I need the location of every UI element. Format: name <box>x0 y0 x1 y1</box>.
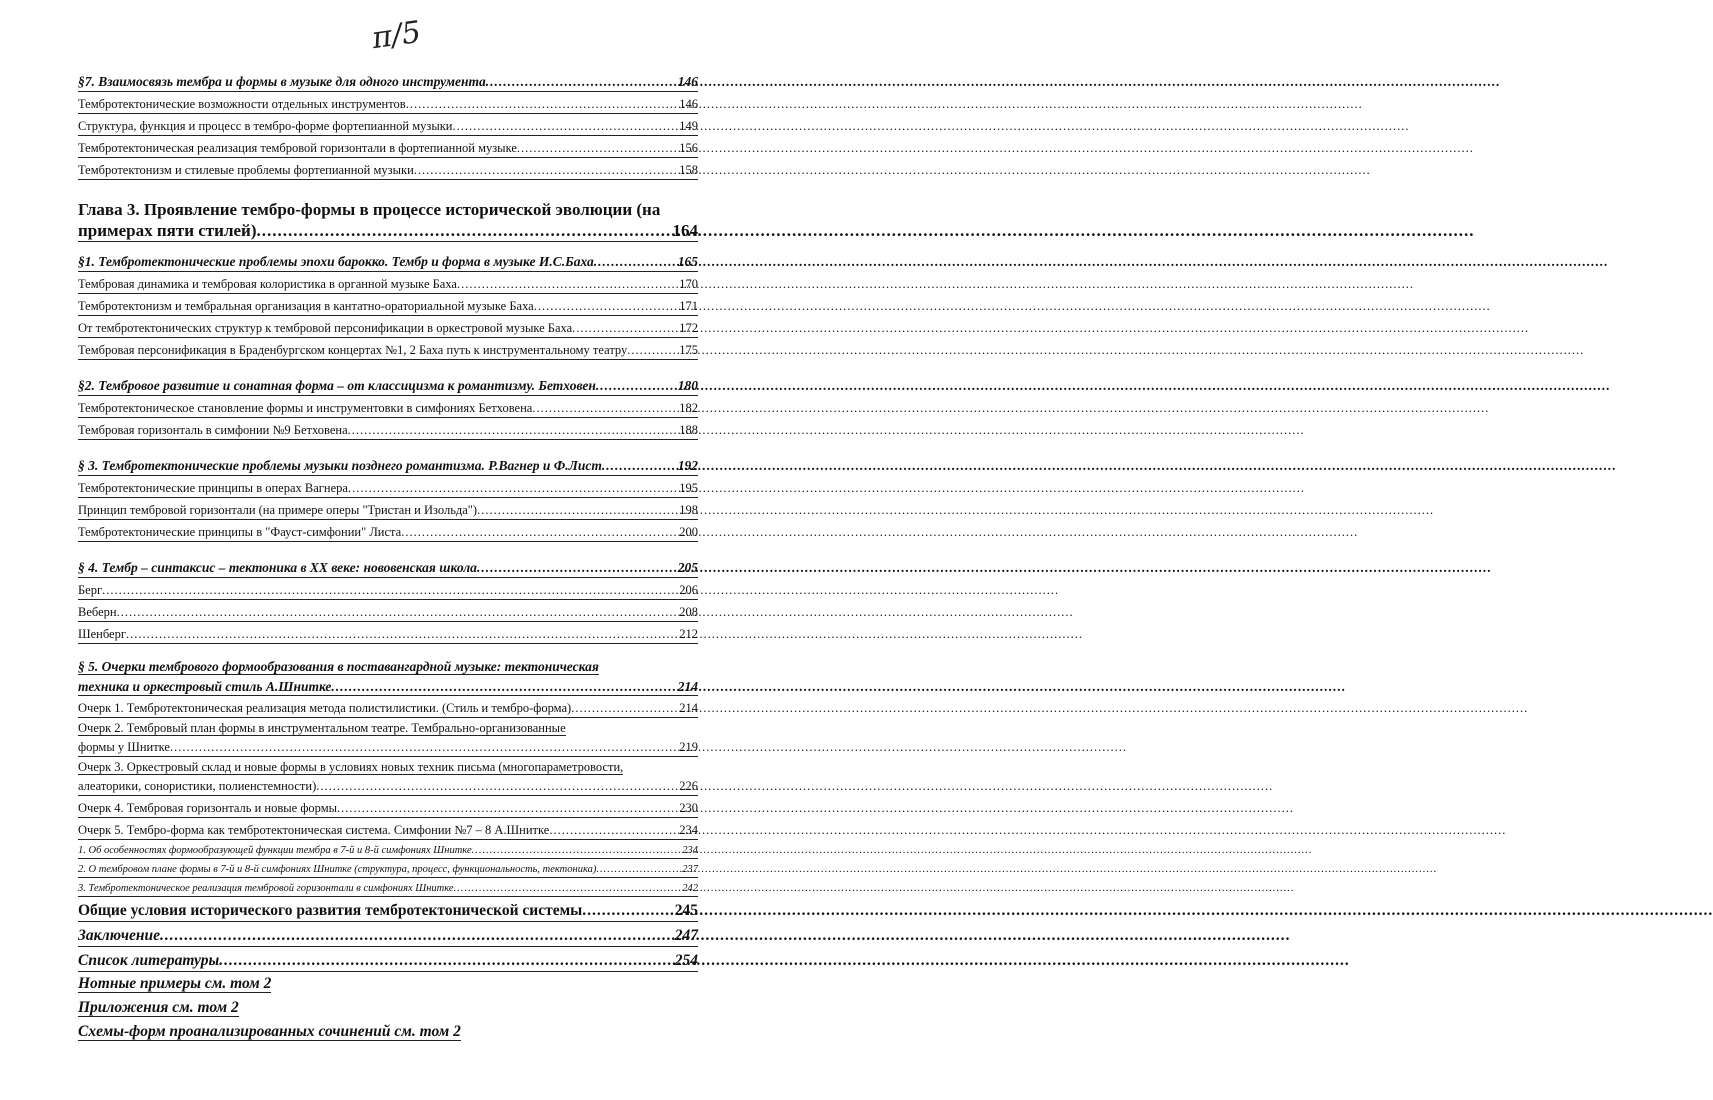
leader-dots <box>596 862 681 877</box>
toc-subsection-entry[interactable] <box>78 94 698 114</box>
leader-dots <box>472 843 682 858</box>
leader-dots <box>414 162 678 179</box>
essay-2-entry[interactable]: Очерк 2. Тембровый план формы в инструментальном театре. Тембрально-организованные формы у Шнитке ..... 219 <box>78 720 698 757</box>
chapter-3-title-line2: примерах пяти стилей) ..... 164 <box>78 220 698 242</box>
page-number: 208 <box>679 605 698 619</box>
toc-subsection-entry[interactable] <box>78 500 698 520</box>
leader-dots <box>582 901 674 921</box>
toc-subsection-entry[interactable] <box>78 398 698 418</box>
toc-block-beethoven <box>78 374 698 440</box>
page-number: 234 <box>682 845 698 856</box>
entry-title: Тембровая горизонталь в симфонии №9 Бетховена <box>78 423 348 437</box>
essay-5-sub-2[interactable]: 2. О тембровом плане формы в 7-й и 8-й симфониях Шнитке (структура, процесс, функциональность, тектоника) ..... 237 <box>78 860 698 878</box>
toc-subsection-entry[interactable] <box>78 602 698 622</box>
essay-3-entry[interactable]: Очерк 3. Оркестровый склад и новые формы в условиях новых техник письма (многопараметровости, алеаторики, сонористики, полиенстемности) ..... 226 <box>78 759 698 796</box>
toc-subsection-entry[interactable] <box>78 116 698 136</box>
toc-subsection-entry[interactable] <box>78 420 698 440</box>
conclusion-entry[interactable]: Заключение ..... 247 <box>78 923 698 947</box>
page-number: 200 <box>679 525 698 539</box>
toc-subsection-entry[interactable] <box>78 160 698 180</box>
page-number-handwritten: π/5 <box>369 14 424 57</box>
entry-title: Тембротектоническое становление формы и инструментовки в симфониях Бетховена <box>78 401 533 415</box>
toc-subsection-entry[interactable] <box>78 478 698 498</box>
page-number: 212 <box>679 627 698 641</box>
essay-4-entry[interactable]: Очерк 4. Тембровая горизонталь и новые формы ..... 230 <box>78 798 698 818</box>
entry-title: Тембровая персонификация в Браденбургском концертах №1, 2 Баха путь к инструментальному театру <box>78 343 628 357</box>
page-number: 175 <box>679 343 698 357</box>
page-number: 205 <box>677 560 698 575</box>
toc-section-entry[interactable] <box>78 556 698 578</box>
leader-dots <box>486 72 677 91</box>
leader-dots <box>102 582 678 599</box>
leader-dots <box>457 276 678 293</box>
entry-title: От тембротектонических структур к тембровой персонификации в оркестровой музыке Баха <box>78 321 573 335</box>
page-number: 164 <box>672 221 698 240</box>
page-number: 146 <box>677 74 698 89</box>
leader-dots <box>549 822 678 839</box>
entry-title: Тембротектонизм и тембральная организация в кантатно-ораториальной музыке Баха <box>78 299 534 313</box>
leader-dots <box>117 604 679 621</box>
page-number: 149 <box>679 119 698 133</box>
essay-1-entry[interactable]: Очерк 1. Тембротектоническая реализация метода полистилистики. (Стиль и тембро-форма) ..... 214 <box>78 698 698 718</box>
page-number: 214 <box>677 679 698 694</box>
leader-dots <box>534 298 679 315</box>
toc-block-baroque <box>78 250 698 360</box>
leader-dots <box>401 524 678 541</box>
bibliography-entry[interactable]: Список литературы ..... 254 <box>78 948 698 972</box>
leader-dots <box>453 118 679 135</box>
toc-subsection-entry[interactable] <box>78 580 698 600</box>
entry-title: §1. Тембротектонические проблемы эпохи барокко. Тембр и форма в музыке И.С.Баха <box>78 254 594 269</box>
leader-dots <box>219 950 674 971</box>
entry-title: Берг <box>78 583 103 597</box>
leader-dots <box>594 252 677 271</box>
leader-dots <box>337 800 678 817</box>
entry-title: Тембротектонические возможности отдельных инструментов <box>78 97 406 111</box>
toc-block-section7 <box>78 70 698 180</box>
leader-dots <box>160 925 674 946</box>
chapter-3-heading[interactable] <box>78 200 698 242</box>
leader-dots <box>170 739 678 756</box>
page-number: 195 <box>679 481 698 495</box>
entry-title: §2. Тембровое развитие и сонатная форма – от классицизма к романтизму. Бетховен <box>78 378 596 393</box>
toc-subsection-entry[interactable] <box>78 138 698 158</box>
leader-dots <box>517 140 678 157</box>
page-number: 198 <box>679 503 698 517</box>
toc-block-new-vienna-school <box>78 556 698 644</box>
entry-title: §7. Взаимосвязь тембра и формы в музыке для одного инструмента <box>78 74 486 89</box>
toc-subsection-entry[interactable] <box>78 624 698 644</box>
page-number: 182 <box>679 401 698 415</box>
leader-dots <box>602 456 677 475</box>
essay-5-entry[interactable]: Очерк 5. Тембро-форма как тембротектоническая система. Симфонии №7 – 8 А.Шнитке ..... 234 <box>78 820 698 840</box>
entry-title: Принцип тембровой горизонтали (на примере оперы "Тристан и Изольда") <box>78 503 478 517</box>
toc-section-entry[interactable] <box>78 250 698 272</box>
page-number: 237 <box>682 864 698 875</box>
essay-5-sub-3[interactable]: 3. Тембротектоническое реализация тембровой горизонтали в симфониях Шнитке ..... 242 <box>78 879 698 897</box>
leader-dots <box>454 881 682 896</box>
entry-title: § 4. Тембр – синтаксис – тектоника в XX веке: нововенская школа <box>78 560 477 575</box>
schemes-entry[interactable]: Схемы-форм проанализированных сочинений см. том 2 <box>78 1023 461 1040</box>
toc-block-late-romanticism <box>78 454 698 542</box>
toc-subsection-entry[interactable] <box>78 522 698 542</box>
section-5-heading[interactable] <box>78 658 698 696</box>
leader-dots <box>627 342 678 359</box>
entry-title: Шенберг <box>78 627 126 641</box>
page-number: 206 <box>679 583 698 597</box>
appendix-entry[interactable]: Приложения см. том 2 <box>78 999 239 1016</box>
page-number: 188 <box>679 423 698 437</box>
leader-dots <box>406 96 679 113</box>
page-number: 171 <box>679 299 698 313</box>
page-number: 247 <box>674 927 698 944</box>
leader-dots <box>571 700 678 717</box>
page-number: 234 <box>679 823 698 837</box>
page-number: 230 <box>679 801 698 815</box>
toc-subsection-entry[interactable] <box>78 340 698 360</box>
page-number: 170 <box>679 277 698 291</box>
toc-section-entry[interactable] <box>78 70 698 92</box>
section-5-title-line1: § 5. Очерки тембрового формообразования в поставангардной музыке: тектоническая <box>78 659 599 674</box>
leader-dots <box>126 626 678 643</box>
page-number: 245 <box>674 902 698 919</box>
entry-title: § 3. Тембротектонические проблемы музыки позднего романтизма. Р.Вагнер и Ф.Лист <box>78 458 602 473</box>
entry-title: Тембротектонизм и стилевые проблемы фортепианной музыки <box>78 163 414 177</box>
toc-section-entry[interactable] <box>78 374 698 396</box>
page-number: 156 <box>679 141 698 155</box>
page-number: 192 <box>677 458 698 473</box>
chapter-3-title-line1: Глава 3. Проявление тембро-формы в процессе исторической эволюции (на <box>78 200 661 219</box>
leader-dots <box>316 778 678 795</box>
page-number: 214 <box>679 701 698 715</box>
leader-dots <box>532 400 678 417</box>
entry-title: Веберн <box>78 605 117 619</box>
page-number: 172 <box>679 321 698 335</box>
entry-title: Тембровая динамика и тембровая колористика в органной музыке Баха <box>78 277 457 291</box>
essay-5-sub-1[interactable]: 1. Об особенностях формообразующей функции тембра в 7-й и 8-й симфониях Шнитке ..... 234 <box>78 841 698 859</box>
toc-subsection-entry[interactable] <box>78 274 698 294</box>
page-number: 158 <box>679 163 698 177</box>
leader-dots <box>596 376 677 395</box>
leader-dots <box>572 320 678 337</box>
toc-subsection-entry[interactable] <box>78 318 698 338</box>
page-number: 165 <box>677 254 698 269</box>
page-number: 146 <box>679 97 698 111</box>
entry-title: Тембротектонические принципы в "Фауст-симфонии" Листа <box>78 525 402 539</box>
section-5-title-line2: техника и оркестровый стиль А.Шнитке ..... 214 <box>78 676 698 696</box>
page-number: 254 <box>674 952 698 969</box>
page-number: 242 <box>682 883 698 894</box>
entry-title: Тембротектоническая реализация тембровой горизонтали в фортепианной музыке <box>78 141 517 155</box>
entry-title: Тембротектонические принципы в операх Вагнера <box>78 481 348 495</box>
toc-section-entry[interactable] <box>78 454 698 476</box>
page-number: 219 <box>679 740 698 754</box>
page-number: 226 <box>679 779 698 793</box>
entry-title: Структура, функция и процесс в тембро-форме фортепианной музыки <box>78 119 453 133</box>
leader-dots <box>331 678 676 695</box>
toc-subsection-entry[interactable] <box>78 296 698 316</box>
table-of-contents <box>78 70 698 1044</box>
music-examples-entry[interactable]: Нотные примеры см. том 2 <box>78 975 272 992</box>
page-number: 180 <box>677 378 698 393</box>
general-conditions-entry[interactable]: Общие условия исторического развития тембротектонической системы ..... 245 <box>78 899 698 922</box>
leader-dots <box>348 480 678 497</box>
leader-dots <box>257 221 672 241</box>
leader-dots <box>477 558 677 577</box>
leader-dots <box>348 422 679 439</box>
leader-dots <box>477 502 678 519</box>
